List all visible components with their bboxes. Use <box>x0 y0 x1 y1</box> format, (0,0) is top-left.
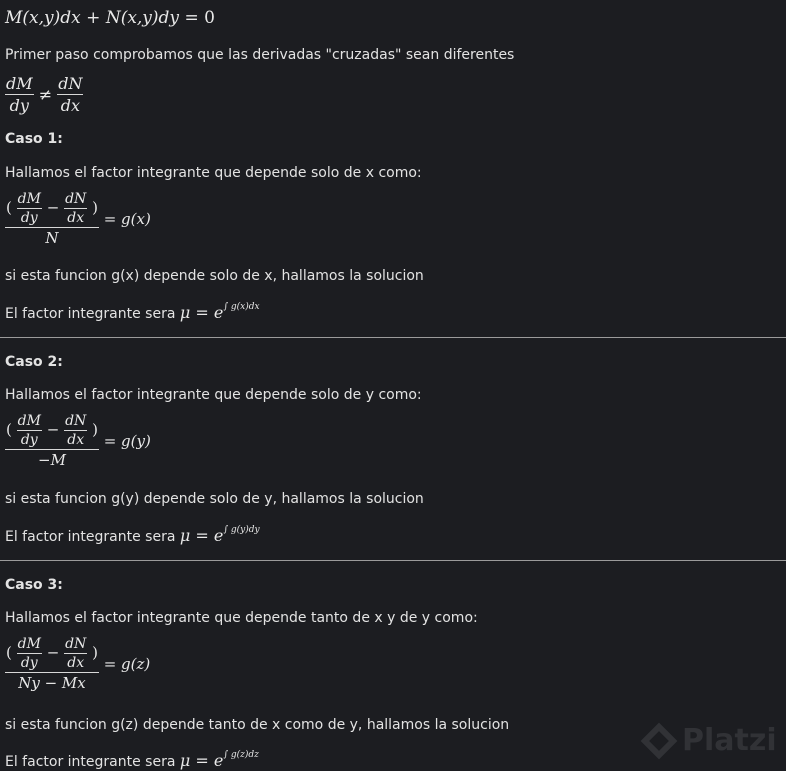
case-3-big-fraction: ( $\frac{dM}{dy}$ − $\frac{dN}{dx}$ ) Ny − Mx <box>6 636 98 692</box>
fraction-dN-dx: $\frac{dN}{dx}$ <box>65 191 87 226</box>
cross-derivatives <box>5 74 83 115</box>
case-2-formula <box>5 413 151 469</box>
case-3-title: Caso 3: <box>5 577 63 593</box>
intro-text: Primer paso comprobamos que las derivadas "cruzadas" sean diferentes <box>5 47 515 63</box>
case-3-denominator: Ny − Mx <box>18 674 86 692</box>
main-equation <box>5 8 215 28</box>
equation-rhs: 0 <box>204 8 215 28</box>
watermark-text: Platzi <box>682 723 777 758</box>
case-2-factor <box>5 521 260 546</box>
fraction-dN-dx: $\frac{dN}{dx}$ <box>65 636 87 671</box>
case-2-big-fraction: ( $\frac{dM}{dy}$ − $\frac{dN}{dx}$ ) −M <box>6 413 98 469</box>
case-3-factor <box>5 746 259 771</box>
case-1-denominator: N <box>45 229 59 247</box>
case-3-result: = g(z) <box>103 655 151 673</box>
case-2-description: Hallamos el factor integrante que depende solo de y como: <box>5 387 422 403</box>
case-1-result: = g(x) <box>103 210 151 228</box>
case-1-factor-math: $\mu = e^{\int g(x)dx}$ <box>179 302 260 322</box>
not-equal-sign: ≠ <box>38 85 53 104</box>
equation-equals: = <box>184 8 199 28</box>
case-1-note: si esta funcion g(x) depende solo de x, hallamos la solucion <box>5 268 424 284</box>
case-3-factor-label: El factor integrante sera <box>5 754 176 770</box>
case-1-factor-label: El factor integrante sera <box>5 306 176 322</box>
fraction-dM-dy: $\frac{dM}{dy}$ <box>17 191 41 226</box>
equation-lhs-1: M(x,y)dx <box>5 8 81 28</box>
case-1-formula <box>5 191 151 247</box>
case-3-note: si esta funcion g(z) depende tanto de x como de y, hallamos la solucion <box>5 717 510 733</box>
fraction-dM-dy: $\frac{dM}{dy}$ <box>6 74 33 115</box>
case-1-factor <box>5 298 260 323</box>
equation-plus: + <box>86 8 101 28</box>
case-3-factor-math: $\mu = e^{\int g(z)dz}$ <box>179 750 259 770</box>
divider-1 <box>0 337 786 338</box>
case-3-exponent: ∫ g(z)dz <box>223 750 259 760</box>
fraction-dN-dx: $\frac{dN}{dx}$ <box>65 413 87 448</box>
divider-2 <box>0 560 786 561</box>
case-2-title: Caso 2: <box>5 354 63 370</box>
fraction-dM-dy: $\frac{dM}{dy}$ <box>17 413 41 448</box>
platzi-watermark <box>646 723 777 758</box>
case-2-note: si esta funcion g(y) depende solo de y, hallamos la solucion <box>5 491 424 507</box>
case-1-big-fraction: ( $\frac{dM}{dy}$ − $\frac{dN}{dx}$ ) N <box>6 191 98 247</box>
case-1-exponent: ∫ g(x)dx <box>223 302 260 312</box>
fraction-dN-dx: $\frac{dN}{dx}$ <box>58 74 83 115</box>
case-2-factor-label: El factor integrante sera <box>5 529 176 545</box>
case-1-title: Caso 1: <box>5 131 63 147</box>
case-2-factor-math: $\mu = e^{\int g(y)dy}$ <box>179 525 260 545</box>
equation-lhs-2: N(x,y)dy <box>105 8 180 28</box>
fraction-dM-dy: $\frac{dM}{dy}$ <box>17 636 41 671</box>
case-2-result: = g(y) <box>103 432 151 450</box>
case-3-description: Hallamos el factor integrante que depende tanto de x y de y como: <box>5 610 478 626</box>
platzi-logo-icon <box>641 723 678 760</box>
case-3-formula <box>5 636 150 692</box>
case-2-exponent: ∫ g(y)dy <box>223 525 260 535</box>
case-2-denominator: −M <box>38 451 66 469</box>
case-1-description: Hallamos el factor integrante que depende solo de x como: <box>5 165 422 181</box>
